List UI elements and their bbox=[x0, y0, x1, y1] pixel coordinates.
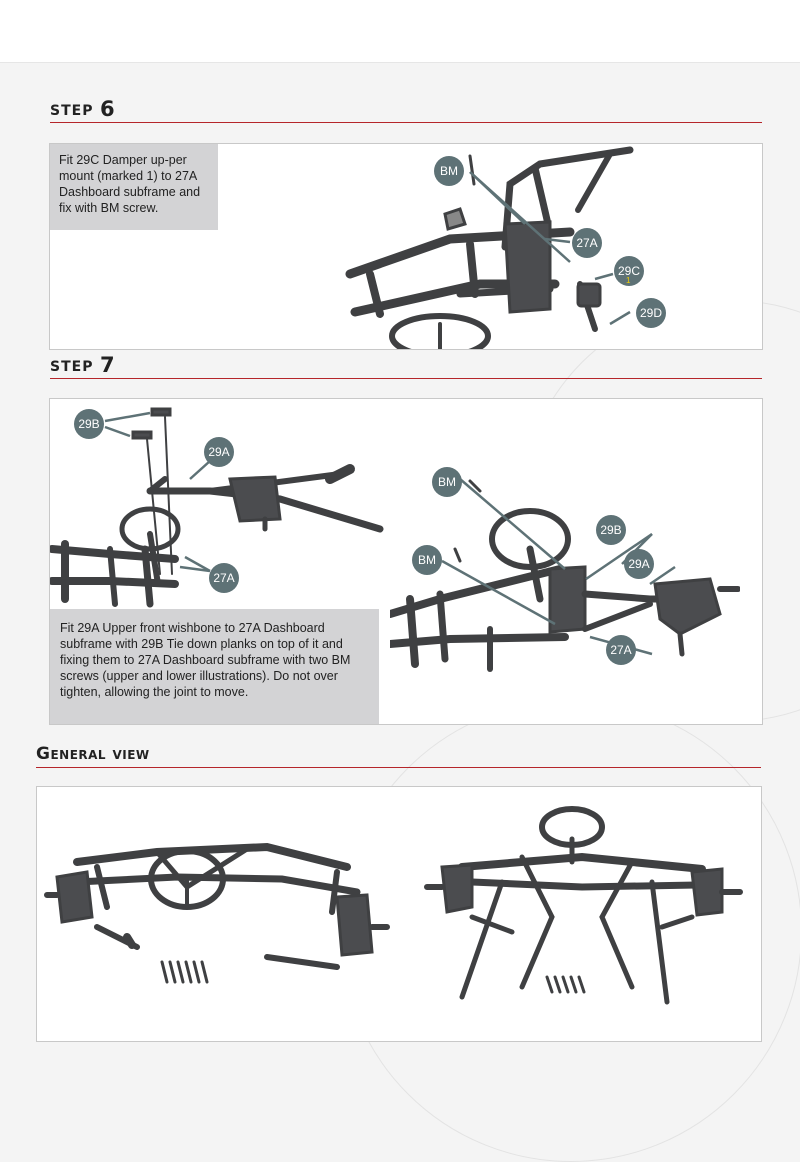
step7-label-27a-right: 27A bbox=[606, 635, 636, 665]
step6-instruction-text: Fit 29C Damper up-per mount (marked 1) to 27A Dashboard subframe and fix with BM screw. bbox=[59, 153, 201, 215]
step7-instruction bbox=[50, 609, 379, 724]
step6-heading-word: STEP bbox=[50, 103, 94, 119]
step6-panel bbox=[49, 143, 763, 350]
step7-label-27a: 27A bbox=[209, 563, 239, 593]
step6-label-27a: 27A bbox=[572, 228, 602, 258]
step6-mark-digit: 1 bbox=[626, 276, 631, 285]
general-view-right-illustration bbox=[402, 787, 752, 1041]
step7-label-bm-upper: BM bbox=[432, 467, 462, 497]
step7-label-29a: 29A bbox=[204, 437, 234, 467]
step7-instruction-text: Fit 29A Upper front wishbone to 27A Dashboard subframe with 29B Tie down planks on top of it and fixing them to 27A Dashboard subframe with two BM screws (upper and lower illustrations). Do not over tighten, allowing the joint to move. bbox=[60, 621, 351, 699]
step7-heading-word: STEP bbox=[50, 359, 94, 375]
step7-label-bm-lower: BM bbox=[412, 545, 442, 575]
step6-label-29c: 29C bbox=[614, 256, 644, 286]
step6-label-29d: 29D bbox=[636, 298, 666, 328]
step6-heading-number: 6 bbox=[100, 97, 115, 121]
step7-label-29a-right: 29A bbox=[624, 549, 654, 579]
general-view-left-illustration bbox=[37, 787, 397, 1041]
step6-heading bbox=[50, 96, 762, 123]
step7-label-29b-right: 29B bbox=[596, 515, 626, 545]
general-view-heading bbox=[36, 740, 761, 768]
page-top-band bbox=[0, 0, 800, 63]
step7-label-29b: 29B bbox=[74, 409, 104, 439]
step6-label-bm: BM bbox=[434, 156, 464, 186]
step7-panel bbox=[49, 398, 763, 725]
general-view-title: General view bbox=[36, 744, 150, 764]
general-view-panel bbox=[36, 786, 762, 1042]
step7-heading bbox=[50, 352, 762, 379]
step7-heading-number: 7 bbox=[100, 353, 115, 377]
